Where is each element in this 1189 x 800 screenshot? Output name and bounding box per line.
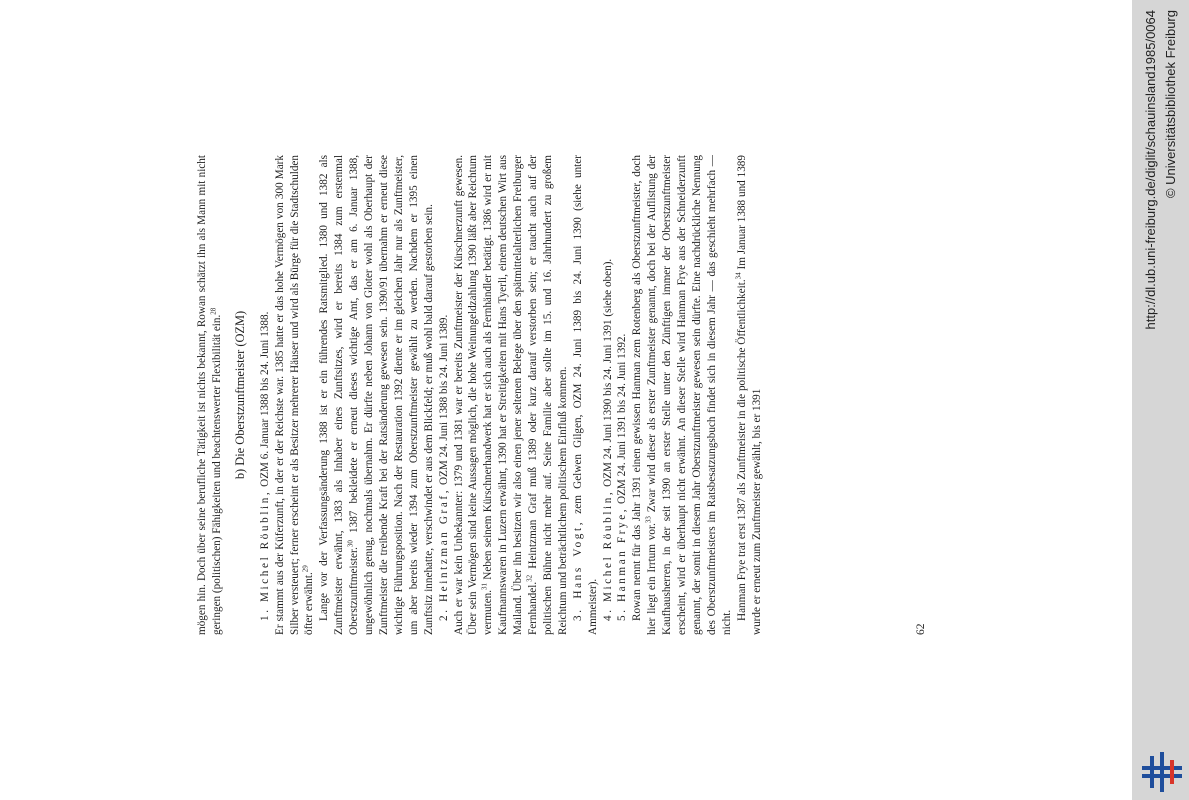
entry-2-part-c: Heintzman Graf muß 1389 oder kurz darauf verstorben sein; er taucht auch auf der politischen Bühne nicht mehr auf. Seine Familie aber sollte im 15. und 16. Jahrhundert zu großem Reichtum und beträchtlichem politischem Einfluß kommen. bbox=[527, 155, 569, 635]
entry-3-heading bbox=[571, 155, 601, 635]
footnote-ref: 30 bbox=[346, 540, 355, 548]
rotated-page-content bbox=[0, 140, 1132, 800]
entry-2-term: OZM 24. Juni 1388 bis 24. Juni 1389. bbox=[437, 314, 450, 488]
section-title: b) Die Oberstzunftmeister (OZM) bbox=[232, 310, 247, 480]
entry-1-name: 1. Michel Röublin, bbox=[258, 489, 271, 621]
source-url-link[interactable]: http://dl.ub.uni-freiburg.de/diglit/schauinsland1985/0064 bbox=[1143, 10, 1158, 330]
entry-5-text bbox=[630, 155, 734, 635]
entry-5-part-a: Rowan nennt für das Jahr 1391 einen gewissen Hanman zem Rotenberg als Oberstzunftmeister, doch hier liegt ein Irrtum vor. bbox=[631, 155, 659, 635]
entry-2-heading bbox=[437, 155, 452, 635]
entry-5-name: 5. Hanman Frye, bbox=[616, 506, 629, 621]
entry-4-term: OZM 24. Juni 1390 bis 24. Juni 1391 (siehe oben). bbox=[601, 258, 614, 490]
entry-5-part-b: Zwar wird dieser als erster Zunftmeister genannt, doch bei der Auflistung der Kaufhausherren, in der seit 1390 an erster Stelle unter den Zünftigen immer der Oberstzunftmeister erscheint, wird er überhaupt nicht erwähnt. An dieser Stelle wird Hanman Frye aus der Schneiderzunft genannt, der somit in diesem Jahr Oberstzunftmeister gewesen sein dürfte. Eine nachdrückliche Nennung des Oberstzunftmeisters im Ratsbesatzungsbuch findet sich in diesem Jahr — das geschieht mehrfach — nicht. bbox=[646, 155, 733, 635]
footnote-ref: 29 bbox=[301, 565, 310, 573]
entry-1-term: OZM 6. Januar 1388 bis 24. Juni 1388. bbox=[258, 311, 271, 490]
entry-5-p2-part-b: Im Januar 1388 und 1389 wurde er erneut zum Zunftmeister gewählt, bis er 1391 bbox=[735, 155, 763, 635]
entry-4-heading bbox=[601, 155, 616, 635]
page-body bbox=[195, 155, 765, 635]
sidebar-text-block bbox=[1139, 0, 1189, 800]
intro-text: mögen hin. Doch über seine berufliche Tätigkeit ist nichts bekannt, Rowan schätzt ihn als Mann mit nicht geringen (politischen) Fähigkeiten und beachtenswerter Flexibilität ein. bbox=[196, 155, 223, 635]
entry-1-paragraph-2 bbox=[317, 155, 436, 635]
footnote-ref: 31 bbox=[480, 582, 489, 590]
entry-2-part-b: Neben seinem Kürschnerhandwerk hat er sich auch als Fernhändler betätigt. 1386 wird er mit Kaufmannswaren in Luzern erwähnt, 1390 hat er Streitigkeiten mit Hans Tyerli, einem deutschen Wirt aus Mailand. Über ihn besitzen wir also einen jener seltenen Belege über den spätmittelalterlichen Freiburger Fernhandel. bbox=[482, 155, 540, 635]
copyright-notice: © Universitätsbibliothek Freiburg bbox=[1163, 10, 1178, 199]
entry-1-p2-part-a: Lange vor der Verfassungsänderung 1388 ist er ein führendes Ratsmitglied. 1380 und 1382 als Zunftmeister erwähnt, 1383 als Inhaber eines Zunftsitzes, wird er bereits 1384 zum erstenmal Oberstzunftmeister. bbox=[318, 155, 361, 635]
entry-5-paragraph-2 bbox=[735, 155, 765, 635]
entry-1-p2-part-b: 1387 bekleidete er erneut dieses wichtige Amt, das er am 6. Januar 1388, ungewöhnlich genug, nochmals übernahm. Er dürfte neben Johann von Gloter wohl als Oberhaupt der Zunftmeister die treibende Kraft bei der Ratsänderung gewesen sein. 1390/91 übernahm er erneut diese wichtige Führungsposition. Nach der Restauration 1392 diente er im gleichen Jahr nur als Zunftmeister, um aber bereits wieder 1394 zum Oberstzunftmeister gewählt zu werden. Nachdem er 1395 einen Zunftsitz innehatte, verschwindet er aus dem Blickfeld; er muß wohl bald darauf gestorben sein. bbox=[348, 155, 435, 635]
entry-2-part-a: Auch er war kein Unbekannter: 1379 und 1381 war er bereits Zunftmeister der Kürschnerzunft gewesen. Über sein Vermögen sind keine Aussagen möglich, die hohe Weinungeldzahlung 1390 läßt aber Reichtum vermuten. bbox=[452, 155, 495, 635]
viewer-sidebar bbox=[1132, 0, 1189, 800]
entry-5-term: OZM 24. Juni 1391 bis 24. Juni 1392. bbox=[616, 333, 629, 507]
entry-1-heading bbox=[258, 155, 273, 635]
entry-1-text-body: Er stammt aus der Küferzunft, in der er der Reichste war. 1385 hatte er das hohe Vermögen von 300 Mark Silber versteuert; ferner erscheint er als Besitzer mehrerer Häuser und wird als Bürge für die Stadtschulden öfter erwähnt. bbox=[273, 155, 316, 635]
footnote-ref: 34 bbox=[733, 272, 742, 280]
footnote-ref: 33 bbox=[644, 516, 653, 524]
entry-2-text bbox=[452, 155, 571, 635]
entry-5-heading bbox=[615, 155, 630, 635]
entry-1-text bbox=[273, 155, 318, 635]
entry-4-name: 4. Michel Röublin, bbox=[601, 489, 614, 621]
intro-paragraph bbox=[195, 155, 225, 635]
entry-2-name: 2. Heintzman Graf, bbox=[437, 487, 450, 621]
footnote-ref: 32 bbox=[525, 574, 534, 582]
page-number: 62 bbox=[915, 623, 927, 635]
entry-3-name: 3. Hans Vogt, bbox=[571, 519, 584, 621]
entry-3-term: zem Gelwen Gilgen, OZM 24. Juni 1389 bis 24. Juni 1390 (siehe unter Ammeister). bbox=[571, 155, 599, 635]
footnote-ref: 28 bbox=[209, 307, 218, 315]
entry-5-p2-part-a: Hanman Frye trat erst 1387 als Zunftmeister in die politische Öffentlichkeit. bbox=[735, 279, 748, 621]
ub-freiburg-logo-icon bbox=[1142, 752, 1182, 792]
